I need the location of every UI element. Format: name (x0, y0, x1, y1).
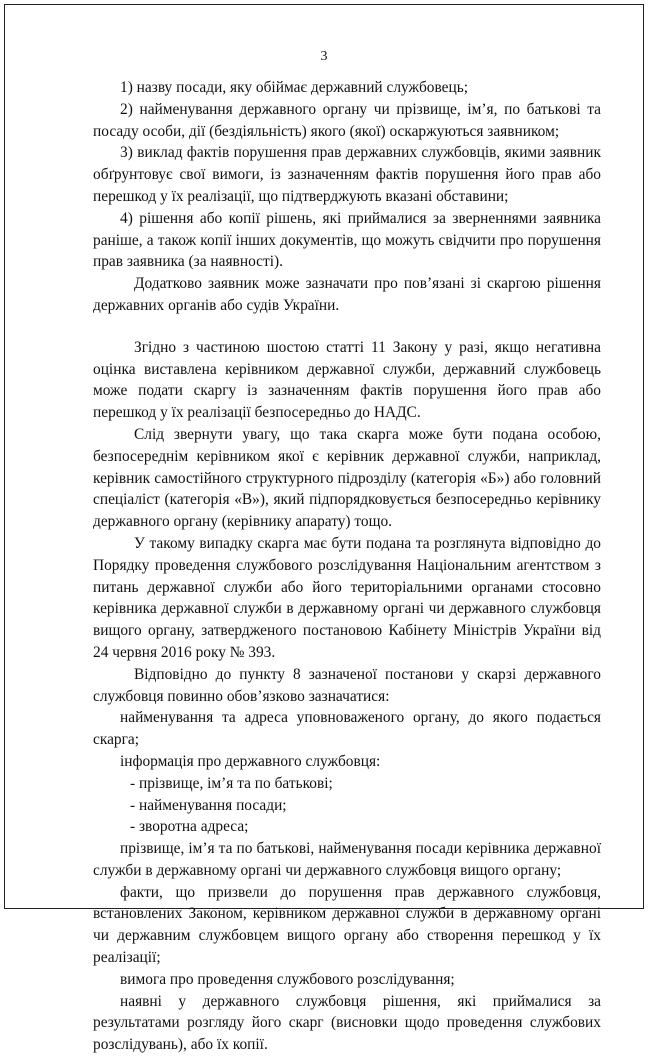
paragraph-item-4: 4) рішення або копії рішень, які приймалися за зверненнями заявника раніше, а також копії інших документів, що можуть свідчити про порушення прав заявника (за наявності). (93, 209, 601, 271)
paragraph-additional: Додатково заявник може зазначати про пов’язані зі скаргою рішення державних органів або судів України. (93, 275, 601, 314)
paragraph-decisions: наявні у державного службовця рішення, які приймалися за результатами розгляду його скарг (висновки щодо проведення службових розслідувань), або їх копії. (93, 992, 601, 1054)
paragraph-head-info: прізвище, ім’я та по батькові, найменування посади керівника державної служби в державному органі чи державного службовця вищого органу; (93, 840, 601, 879)
list-item-position: - найменування посади; (130, 796, 287, 814)
paragraph-item-2: 2) найменування державного органу чи прізвище, ім’я, по батькові та посаду особи, дії (бездіяльність) якого (якої) оскаржуються заявником; (93, 100, 601, 140)
list-item-full-name: - прізвище, ім’я та по батькові; (130, 774, 333, 792)
paragraph-item-3: 3) виклад фактів порушення прав державних службовців, якими заявник обґрунтовує свої вимоги, із зазначенням фактів порушення його прав або перешкод у їх реалізації, що підтверджують вказані обставини; (93, 144, 601, 205)
paragraph-article-11: Згідно з частиною шостою статті 11 Закону у разі, якщо негативна оцінка виставлена керівником державної служби, державний службовець може подати скаргу із зазначенням фактів порушення його прав або перешкод у їх реалізації безпосередньо до НАДС. (93, 338, 601, 422)
list-item-return-address: - зворотна адреса; (130, 818, 249, 836)
paragraph-point-8: Відповідно до пункту 8 зазначеної постанови у скарзі державного службовця повинно обов’язково зазначатися: (93, 665, 601, 705)
paragraph-item-1: 1) назву посади, яку обіймає державний службовець; (120, 79, 469, 96)
paragraph-investigation-request: вимога про проведення службового розслідування; (120, 970, 455, 988)
paragraph-servant-info: інформація про державного службовця: (120, 752, 381, 770)
paragraph-attention: Слід звернути увагу, що така скарга може бути подана особою, безпосереднім керівником якої є керівник державної служби, наприклад, керівник самостійного структурного підрозділу (категорія «Б») або головний спеціаліст (категорія «В»), який підпорядковується безпосередньо керівнику державного органу (керівнику апарату) тощо. (93, 425, 601, 531)
document-body (93, 77, 601, 1056)
paragraph-facts: факти, що призвели до порушення прав державного службовця, встановлених Законом, керівником державної служби в державному органі чи державним службовцем вищого органу або створення перешкод у їх реалізації; (93, 883, 601, 967)
page-number: 3 (320, 49, 328, 64)
paragraph-procedure: У такому випадку скарга має бути подана та розглянута відповідно до Порядку проведення службового розслідування Національним агентством з питань державної служби або його територіальними органами стосовно керівника державної служби в державному органі чи державного службовця вищого органу, затвердженого постановою Кабінету Міністрів України від 24 червня 2016 року № 393. (93, 534, 601, 661)
document-page (4, 4, 644, 1054)
paragraph-agency-name: найменування та адреса уповноваженого органу, до якого подається скарга; (93, 709, 601, 749)
